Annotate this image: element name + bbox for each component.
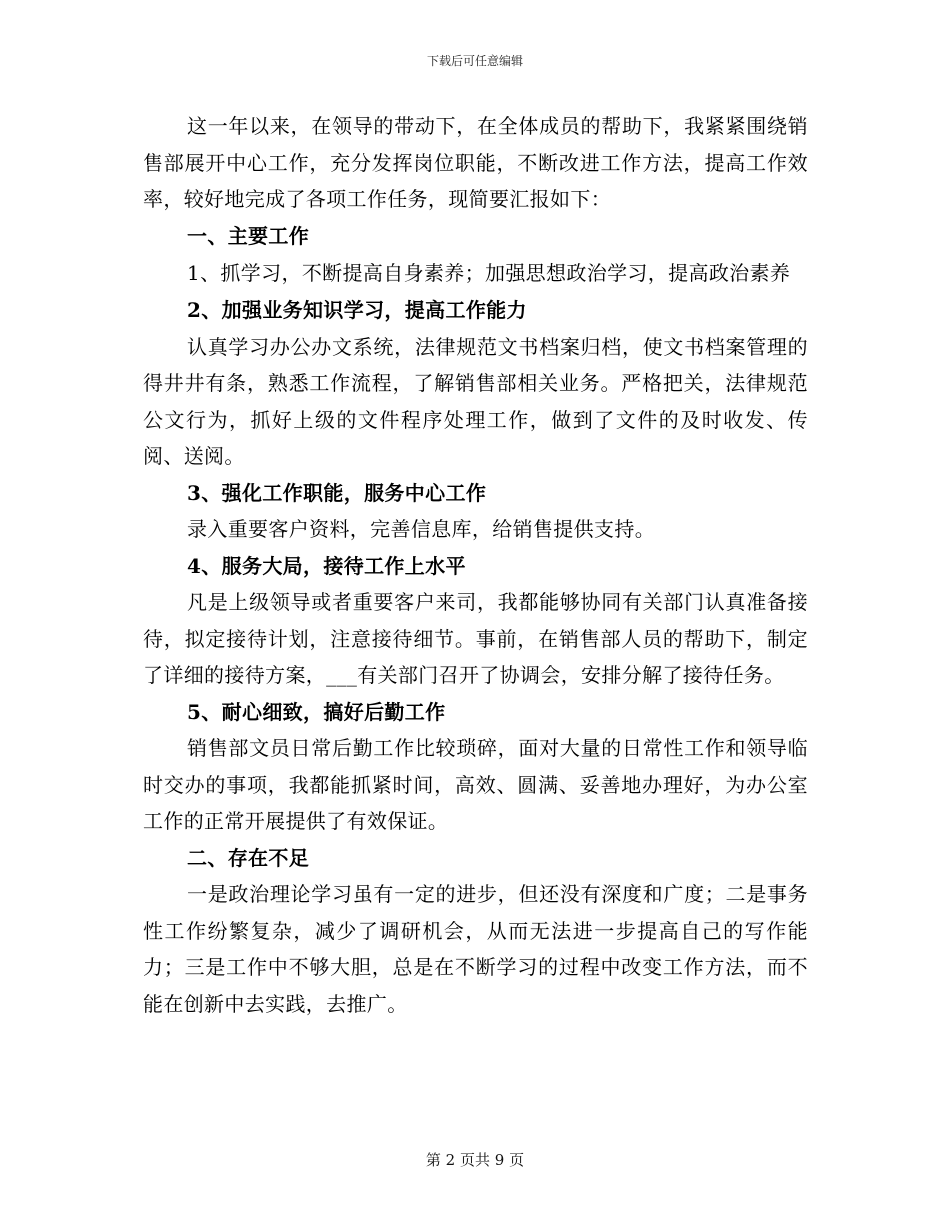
intro-paragraph: 这一年以来，在领导的带动下，在全体成员的帮助下，我紧紧围绕销售部展开中心工作，充分发挥岗位职能，不断改进工作方法，提高工作效率，较好地完成了各项工作任务，现简要汇报如下：	[143, 114, 808, 211]
item-3-heading: 3、强化工作职能，服务中心工作	[187, 480, 487, 505]
document-body	[143, 108, 808, 1022]
page-number: 第 2 页共 9 页	[425, 1151, 525, 1169]
item-5-paragraph: 销售部文员日常后勤工作比较琐碎，面对大量的日常性工作和领导临时交办的事项，我都能抓紧时间，高效、圆满、妥善地办理好，为办公室工作的正常开展提供了有效保证。	[143, 736, 808, 833]
section-heading-shortcomings: 二、存在不足	[187, 845, 310, 870]
item-2-paragraph: 认真学习办公办文系统，法律规范文书档案归档，使文书档案管理的得井井有条，熟悉工作流程，了解销售部相关业务。严格把关，法律规范公文行为，抓好上级的文件程序处理工作，做到了文件的及时收发、传阅、送阅。	[143, 334, 808, 468]
item-4-heading: 4、服务大局，接待工作上水平	[187, 553, 466, 578]
item-5-heading: 5、耐心细致，搞好后勤工作	[187, 699, 446, 724]
section-heading-main-work: 一、主要工作	[187, 223, 310, 248]
shortcomings-paragraph: 一是政治理论学习虽有一定的进步，但还没有深度和广度；二是事务性工作纷繁复杂，减少了调研机会，从而无法进一步提高自己的写作能力；三是工作中不够大胆，总是在不断学习的过程中改变工作方法，而不能在创新中去实践，去推广。	[143, 882, 808, 1016]
item-2-heading: 2、加强业务知识学习，提高工作能力	[187, 298, 527, 322]
header-note: 下载后可任意编辑	[426, 54, 523, 68]
item-4-paragraph: 凡是上级领导或者重要客户来司，我都能够协同有关部门认真准备接待，拟定接待计划，注意接待细节。事前，在销售部人员的帮助下，制定了详细的接待方案，___有关部门召开了协调会，安排分解了接待任务。	[143, 590, 808, 687]
item-1-paragraph: 1、抓学习，不断提高自身素养；加强思想政治学习，提高政治素养	[187, 261, 791, 285]
item-3-paragraph: 录入重要客户资料，完善信息库，给销售提供支持。	[187, 517, 656, 541]
